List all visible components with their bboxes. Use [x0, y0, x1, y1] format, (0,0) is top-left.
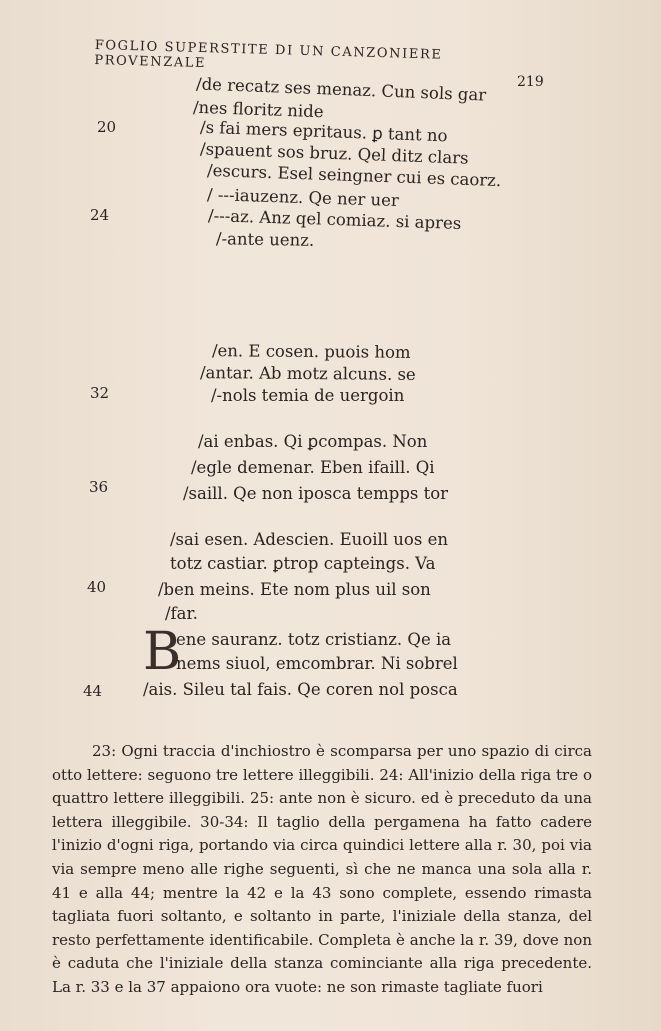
verse-line: /ben meins. Ete nom plus uil son	[158, 580, 431, 599]
verse-line: /escurs. Esel seingner cui es caorz.	[206, 160, 502, 191]
verse-line: /egle demenar. Eben ifaill. Qi	[191, 458, 435, 477]
line-number: 40	[87, 578, 107, 596]
verse-line: ene sauranz. totz cristianz. Qe ia	[176, 630, 452, 649]
critical-notes	[52, 740, 592, 1000]
line-number: 24	[90, 206, 110, 224]
verse-line: /ai enbas. Qi ꝑcompas. Non	[198, 432, 428, 451]
verse-line: / ---iauzenz. Qe ner uer	[206, 184, 400, 211]
verse-line: nems siuol, emcombrar. Ni sobrel	[176, 654, 458, 673]
running-title: FOGLIO SUPERSTITE DI UN CANZONIERE PROVENZALE	[94, 38, 443, 72]
verse-line: /antar. Ab motz alcuns. se	[199, 363, 416, 384]
verse-line: /-ante uenz.	[215, 229, 315, 250]
verse-line: /saill. Qe non iposca tempps tor	[183, 484, 449, 503]
verse-line: /s fai mers epritaus. ꝑ tant no	[199, 117, 448, 146]
verse-line: /en. E cosen. puois hom	[211, 341, 411, 362]
verse-line: /-nols temia de uergoin	[211, 386, 405, 405]
decorated-initial-letter: B	[143, 622, 182, 682]
line-number: 32	[90, 384, 110, 402]
verse-line: /sai esen. Adescien. Euoill uos en	[170, 530, 448, 549]
page-number: 219	[517, 74, 544, 90]
verse-line: /de recatz ses menaz. Cun sols gar	[195, 74, 487, 105]
verse-line: /spauent sos bruz. Qel ditz clars	[199, 139, 469, 168]
line-number: 20	[97, 118, 117, 136]
verse-line: /nes floritz nide	[192, 97, 324, 122]
verse-line: /far.	[165, 604, 198, 623]
line-number: 36	[89, 478, 109, 496]
verse-line: /---az. Anz qel comiaz. si apres	[207, 206, 462, 233]
notes-paragraph: 23: Ogni traccia d'inchiostro è scomparsa per uno spazio di circa otto lettere: seguono tre lettere illeggibili. 24: All'inizio della riga tre o quattro lettere illeggibili. 25: ante non è sicuro. ed è preceduto da una lettera illeggibile. 30-34: Il taglio della pergamena ha fatto cadere l'inizio d'ogni riga, portando via circa quindici lettere alla r. 30, poi via via sempre meno alle righe seguenti, sì che ne manca una sola alla r. 41 e alla 44; mentre la 42 e la 43 sono complete, essendo rimasta tagliata fuori soltanto, e soltanto in parte, l'iniziale della stanza, del resto perfettamente identificabile. Completa è anche la r. 39, dove non è caduta che l'iniziale della stanza cominciante alla riga precedente. La r. 33 e la 37 appaiono ora vuote: ne son rimaste tagliate fuori	[52, 742, 592, 996]
verse-line: /ais. Sileu tal fais. Qe coren nol posca	[143, 680, 458, 699]
verse-line: totz castiar. ꝑtrop capteings. Va	[170, 554, 436, 573]
line-number: 44	[83, 682, 103, 700]
